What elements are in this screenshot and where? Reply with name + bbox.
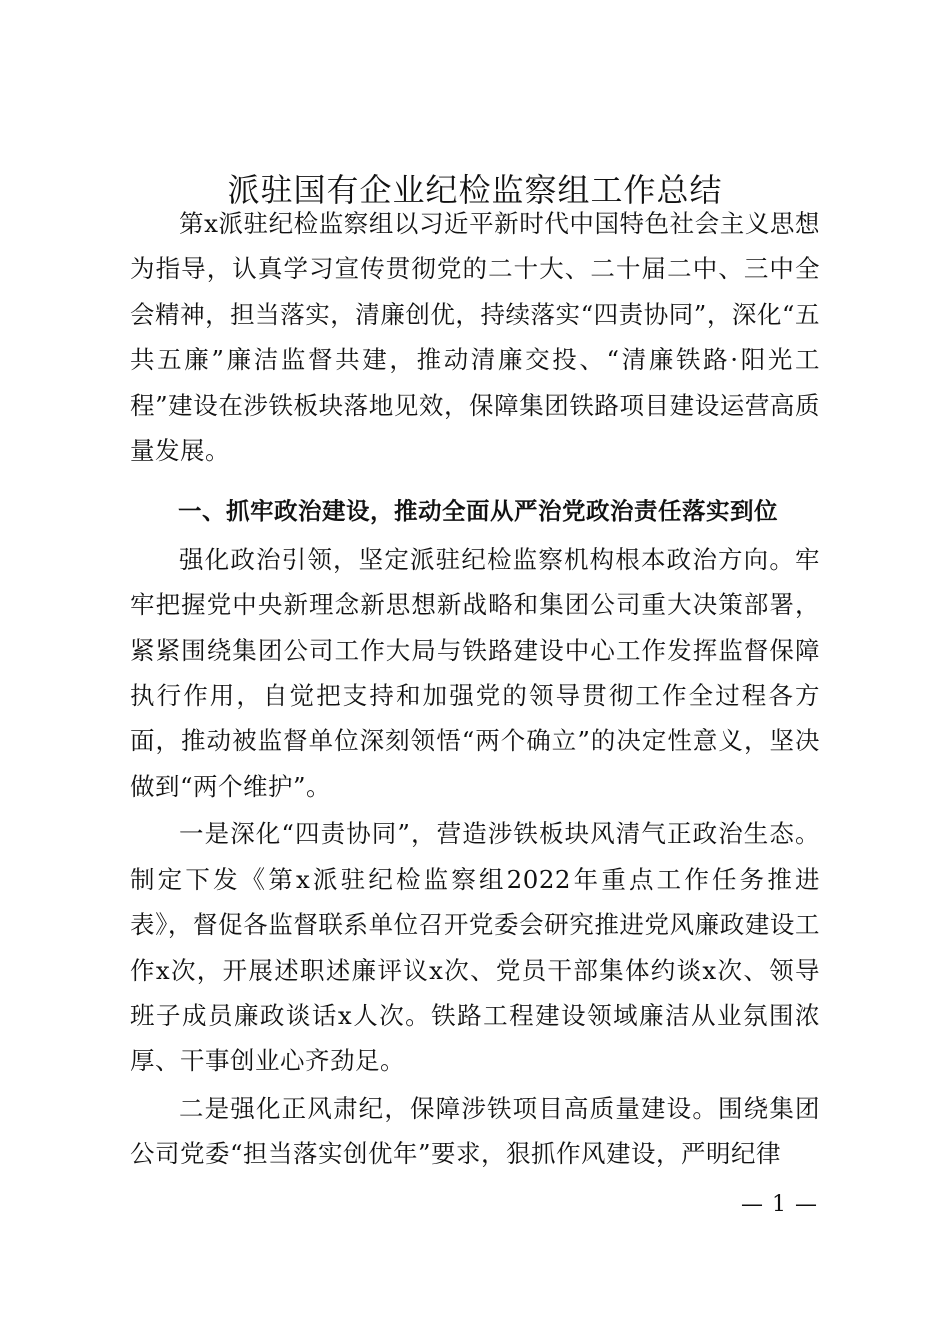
section-heading-1: 一、抓牢政治建设，推动全面从严治党政治责任落实到位 — [178, 497, 778, 526]
section-1-paragraph-3: 二是强化正风肃纪，保障涉铁项目高质量建设。围绕集团公司党委“担当落实创优年”要求，狠抓作风建设，严明纪律 — [130, 1093, 820, 1169]
document-body — [130, 201, 820, 1177]
section-1-paragraph-1: 强化政治引领，坚定派驻纪检监察机构根本政治方向。牢牢把握党中央新理念新思想新战略和集团公司重大决策部署，紧紧围绕集团公司工作大局与铁路建设中心工作发挥监督保障执行作用，自觉把支持和加强党的领导贯彻工作全过程各方面，推动被监督单位深刻领悟“两个确立”的决定性意义，坚决做到“两个维护”。 — [130, 544, 820, 801]
section-1-paragraph-2: 一是深化“四责协同”，营造涉铁板块风清气正政治生态。制定下发《第x派驻纪检监察组2022年重点工作任务推进表》，督促各监督联系单位召开党委会研究推进党风廉政建设工作x次，开展述职述廉评议x次、党员干部集体约谈x次、领导班子成员廉政谈话x人次。铁路工程建设领域廉洁从业氛围浓厚、干事创业心齐劲足。 — [130, 819, 820, 1076]
intro-paragraph: 第x派驻纪检监察组以习近平新时代中国特色社会主义思想为指导，认真学习宣传贯彻党的二十大、二十届二中、三中全会精神，担当落实，清廉创优，持续落实“四责协同”，深化“五共五廉”廉洁监督共建，推动清廉交投、“清廉铁路·阳光工程”建设在涉铁板块落地见效，保障集团铁路项目建设运营高质量发展。 — [130, 209, 820, 466]
document-title: 派驻国有企业纪检监察组工作总结 — [227, 171, 723, 209]
page-number: — 1 — — [741, 1192, 818, 1217]
